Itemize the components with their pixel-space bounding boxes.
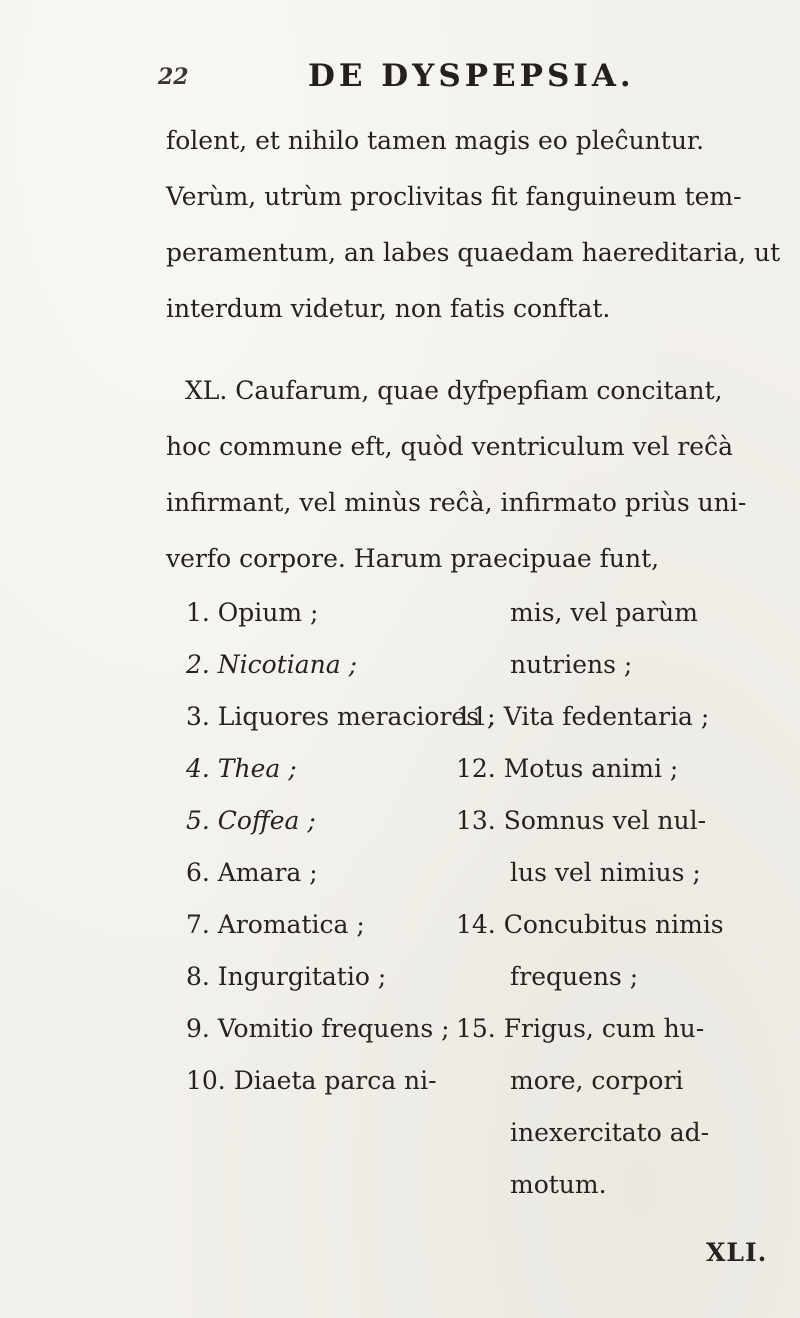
list-item-continuation: lus vel nimius ; (510, 858, 701, 887)
list-item: 5. Coffea ; (186, 806, 316, 835)
list-item: 8. Ingurgitatio ; (186, 962, 387, 991)
list-item-continuation: frequens ; (510, 962, 639, 991)
list-item-continuation: nutriens ; (510, 650, 633, 679)
list-item: 14. Concubitus nimis (456, 910, 724, 939)
text-line: peramentum, an labes quaedam haereditaria, ut (166, 238, 781, 267)
text-line: folent, et nihilo tamen magis eo pleĉuntur. (166, 126, 705, 155)
text-line: verfo corpore. Harum praecipuae funt, (166, 544, 660, 573)
list-item: 4. Thea ; (186, 754, 297, 783)
list-item: 13. Somnus vel nul- (456, 806, 707, 835)
text-line: interdum videtur, non fatis conftat. (166, 294, 611, 323)
list-item: 11. Vita fedentaria ; (456, 702, 710, 731)
running-head (0, 58, 800, 98)
list-item: 9. Vomitio frequens ; (186, 1014, 450, 1043)
text-line: Verùm, utrùm proclivitas fit fanguineum tem- (166, 182, 742, 211)
text-line: hoc commune eft, quòd ventriculum vel reĉà (166, 432, 733, 461)
page-title: DE DYSPEPSIA. (308, 58, 635, 94)
list-item: 6. Amara ; (186, 858, 318, 887)
section-heading-line (185, 376, 723, 406)
list-item-continuation: inexercitato ad- (510, 1118, 710, 1147)
list-item-continuation: motum. (510, 1170, 607, 1199)
text-line: infirmant, vel minùs reĉà, infirmato priùs uni- (166, 488, 747, 517)
section-number-and-text: XL. Caufarum, quae dyfpepfiam concitant, (185, 376, 723, 405)
list-item-continuation: mis, vel parùm (510, 598, 698, 627)
list-item: 12. Motus animi ; (456, 754, 679, 783)
catchword: XLI. (706, 1238, 768, 1267)
list-item: 7. Aromatica ; (186, 910, 365, 939)
list-item: 15. Frigus, cum hu- (456, 1014, 705, 1043)
list-item: 3. Liquores meraciores ; (186, 702, 496, 731)
page-number: 22 (158, 64, 189, 90)
list-item-continuation: more, corpori (510, 1066, 684, 1095)
list-item: 1. Opium ; (186, 598, 319, 627)
list-item: 10. Diaeta parca ni- (186, 1066, 437, 1095)
list-item: 2. Nicotiana ; (186, 650, 358, 679)
